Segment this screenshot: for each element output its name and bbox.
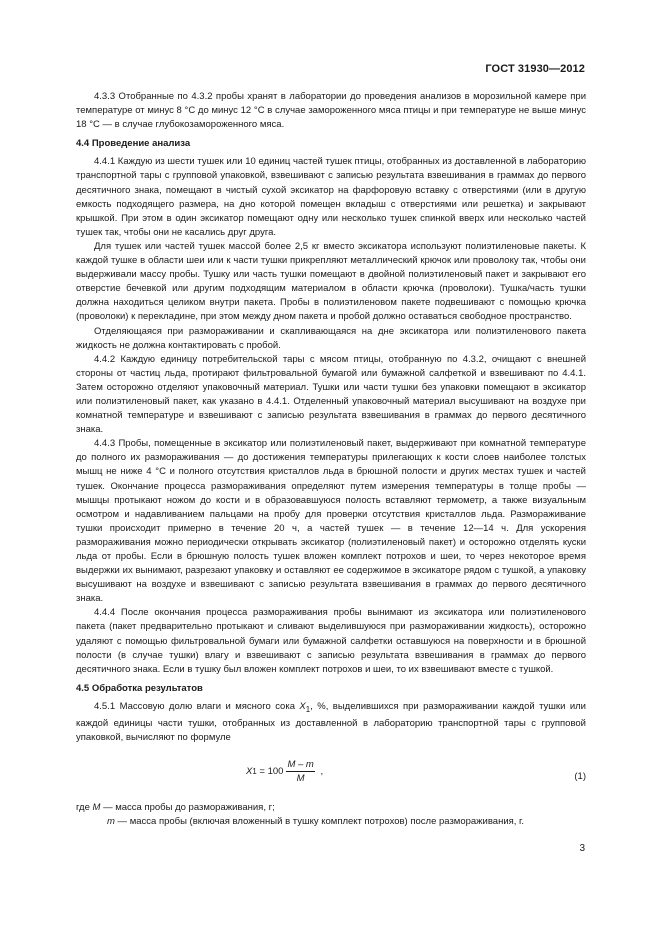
paragraph-4-4-3: 4.4.3 Пробы, помещенные в эксикатор или полиэтиленовый пакет, выдерживают при комнатной температуре до полного их размораживания — до достижения температуры прилегающих к кости слоев наиболее толстых мышц не ниже 4 °С и полного отсутствия кристаллов льда в брюшной полости и других местах тушек и частей тушек. Окончание процесса размораживания определяют путем измерения температуры в толще пробы — мышцы протыкают ножом до кости и в образовавшуюся полость вставляют термометр, а также визуальным осмотром и надавливанием пальцами на пробу для проверки отсутствия кристаллов льда. Размораживание тушки происходит примерно в течение 20 ч, а частей тушек — в течение 12—14 ч. Для ускорения размораживания можно периодически открывать эксикатор (полиэтиленовый пакет) и осторожно отделять куски льда от пробы. Если в брюшную полость тушек вложен комплект потрохов и шеи, то через некоторое время выдержки их вынимают, разрезают упаковку и оставляют ее содержимое в эксикаторе рядом с тушкой, а упаковку высушивают на воздухе и взвешивают с записью результата взвешивания в граммах до первого десятичного знака. [76, 438, 586, 605]
page-number: 3 [579, 843, 585, 854]
p451-variable: X [299, 700, 306, 712]
paragraph-4-3-3: 4.3.3 Отобранные по 4.3.2 пробы хранят в лаборатории до проведения анализов в морозильной камере при температуре от минус 8 °С до минус 12 °С в случае замороженного мяса птицы и при температуре не выше минус 18 °С — в случае глубокозамороженного мяса. [76, 91, 586, 131]
section-heading-4-4: 4.4 Проведение анализа [76, 138, 191, 150]
p451-text-pre: 4.5.1 Массовую долю влаги и мясного сока [94, 700, 300, 712]
where-line-2 [76, 815, 586, 829]
paragraph-4-4-1: 4.4.1 Каждую из шести тушек или 10 единиц частей тушек птицы, отобранных из доставленной в лабораторию транспортной тары с групповой упаковкой, взвешивают с записью результата взвешивания в граммах до первого десятичного знака, помещают в чистый сухой эксикатор на фарфоровую вставку с отверстиями (или в другую емкость подходящего размера, на дно которой помещен вкладыш с отверстиями или решетка) и закрывают крышкой. При этом в один эксикатор помещают одну или несколько тушек спинкой вверх или несколько частей тушек так, чтобы они не касались друг друга. [76, 156, 586, 238]
standard-code-header: ГОСТ 31930—2012 [485, 63, 585, 75]
section-heading-4-5: 4.5 Обработка результатов [76, 682, 203, 694]
formula-1 [76, 751, 586, 801]
p451-text-post: , %, выделившихся при размораживании каждой тушки или каждой единицы части тушки, отобранных из доставленной в лабораторию транспортной тары с групповой упаковкой, вычисляют по формуле [76, 700, 586, 744]
formula-number: (1) [574, 771, 586, 783]
paragraph-4-4-1-c: Отделяющаяся при размораживании и скапливающаяся на дне эксикатора или полиэтиленового пакета жидкость не должна контактировать с пробой. [76, 325, 586, 351]
formula-equals-coefficient: = 100 [256, 766, 284, 778]
where-prefix: где [76, 802, 93, 814]
where-variable-m: m [107, 816, 115, 828]
document-body [76, 90, 586, 829]
paragraph-4-4-4: 4.4.4 После окончания процесса размораживания пробы вынимают из эксикатора или полиэтиленового пакета (пакет предварительно протыкают и сливают выделившуюся при размораживании жидкость), осторожно удаляют с помощью фильтровальной бумаги или бумажной салфетки оставшуюся на поверхности и в брюшной полости (в случае тушки) влагу и взвешивают с записью результата взвешивания в граммах до первого десятичного знака. Если в тушку был вложен комплект потрохов и шеи, то их взвешивают вместе с тушкой. [76, 607, 586, 675]
formula-lhs-subscript: 1 [252, 767, 257, 777]
formula-lhs-variable: X [246, 766, 253, 778]
formula-expression [246, 759, 323, 784]
where-text-M: — масса пробы до размораживания, г; [100, 802, 275, 814]
paragraph-4-5-1 [76, 700, 586, 745]
where-text-m: — масса пробы (включая вложенный в тушку комплект потрохов) после размораживания, г. [114, 816, 524, 828]
formula-tail: , [317, 766, 324, 778]
formula-fraction [286, 759, 314, 784]
formula-denominator: M [296, 773, 305, 785]
p451-subscript: 1 [305, 704, 311, 714]
where-line-1 [76, 801, 586, 815]
where-variable-M: M [92, 802, 101, 814]
formula-numerator: M – m [287, 759, 314, 771]
paragraph-4-4-2: 4.4.2 Каждую единицу потребительской тары с мясом птицы, отобранную по 4.3.2, очищают с внешней стороны от частиц льда, протирают фильтровальной бумагой или бумажной салфеткой и взвешивают по 4.4.1. Затем осторожно отделяют упаковочный материал. Тушки или части тушки без упаковки помещают в эксикатор или полиэтиленовый пакет, как указано в 4.4.1. Отделенный упаковочный материал высушивают на воздухе при комнатной температуре и взвешивают с записью результата взвешивания в граммах до первого десятичного знака. [76, 353, 586, 436]
paragraph-4-4-1-b: Для тушек или частей тушек массой более 2,5 кг вместо эксикатора используют полиэтиленовые пакеты. К каждой тушке в области шеи или к части тушки прикрепляют металлический крючок или проволоку так, чтобы они выдерживали массу пробы. Тушку или часть тушки помещают в двойной полиэтиленовый пакет и закрывают его отверстие бечевкой или другим подходящим материалом в области крючка (проволоки). Тушка/часть тушки должна находиться целиком внутри пакета. Пробы в полиэтиленовом пакете подвешивают с помощью крючка (проволоки) к перекладине, при этом между дном пакета и пробой должно оставаться свободное пространство. [76, 240, 586, 323]
